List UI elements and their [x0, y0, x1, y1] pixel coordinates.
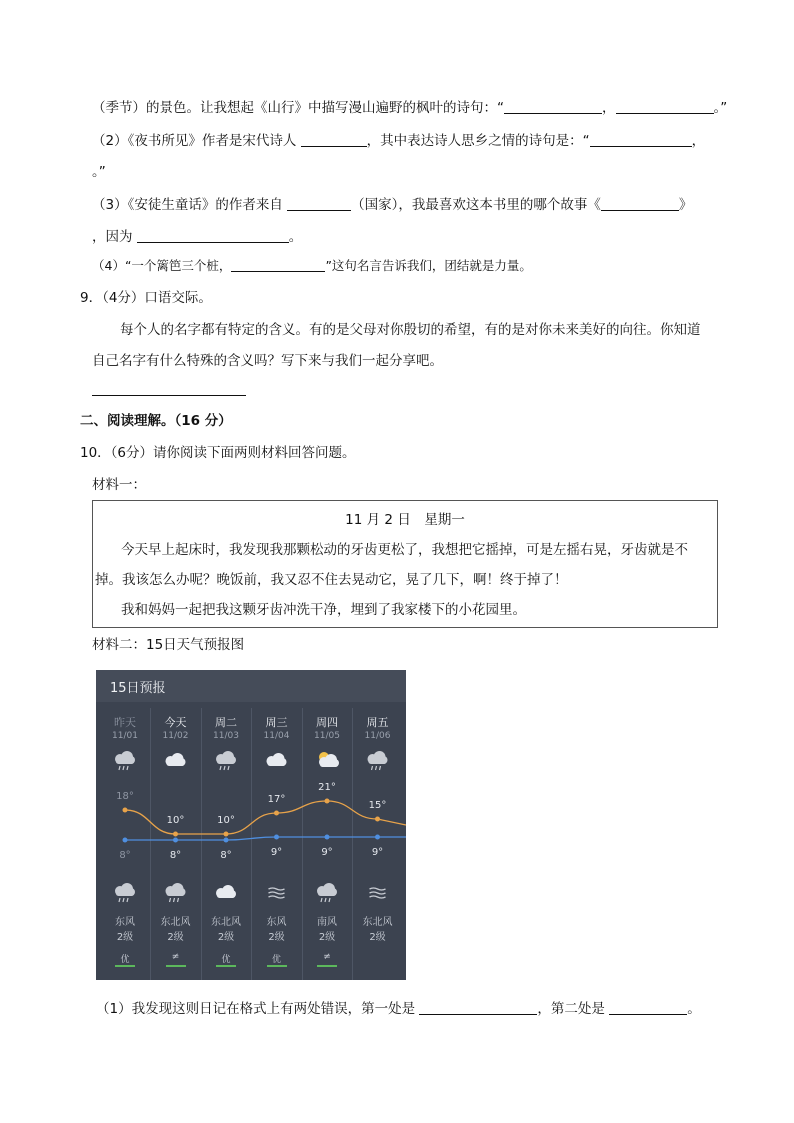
- low-temperature-label: 8°: [220, 850, 232, 861]
- comma: ，: [691, 133, 706, 149]
- low-temperature-point: [274, 835, 279, 840]
- question-9-paragraph-1: 每个人的名字都有特定的含义。有的是父母对你殷切的希望，有的是对你未来美好的向往。你知道: [120, 322, 701, 338]
- diary-paragraph-1b: 掉。我该怎么办呢？晚饭前，我又忍不住去晃动它，晃了几下，啊！终于掉了！: [95, 572, 568, 588]
- cloud-rain-icon: [166, 883, 186, 902]
- country-blank[interactable]: [287, 196, 351, 211]
- low-temperature-point: [325, 835, 330, 840]
- high-temperature-label: 17°: [267, 794, 286, 805]
- cloud-rain-icon: [368, 751, 388, 770]
- line-4: [92, 195, 692, 215]
- forecast-day-name: 周三: [265, 716, 288, 729]
- cloud-icon: [267, 753, 287, 766]
- material-1-label: 材料一：: [92, 477, 146, 493]
- line-5: [92, 227, 302, 247]
- cloud-rain-icon: [216, 751, 236, 770]
- wind-level: 2级: [116, 932, 134, 943]
- low-temperature-label: 8°: [119, 850, 131, 861]
- line-1: [92, 98, 727, 118]
- forecast-date: 11/02: [162, 731, 189, 741]
- cloud-rain-icon: [115, 883, 135, 902]
- comma: ，: [602, 100, 616, 116]
- forecast-date: 11/06: [364, 731, 391, 741]
- forecast-day-name: 周五: [366, 716, 389, 729]
- wind-level: 2级: [167, 932, 184, 943]
- poem-blank[interactable]: [590, 132, 692, 147]
- answer-blank[interactable]: [616, 99, 714, 114]
- line-6: [92, 256, 532, 276]
- low-temperature-point: [224, 838, 229, 843]
- cloud-rain-icon: [317, 883, 337, 902]
- high-temperature-label: 21°: [318, 782, 336, 793]
- low-temperature-label: 9°: [371, 847, 384, 858]
- answer-blank[interactable]: [504, 99, 602, 114]
- wind-level: 2级: [217, 932, 235, 943]
- wind-direction: 东风: [266, 917, 287, 928]
- cloud-rain-icon: [115, 751, 135, 770]
- reason-blank[interactable]: [137, 228, 289, 243]
- high-temperature-label: 10°: [166, 815, 185, 826]
- wind-direction: 东风: [115, 917, 135, 928]
- forecast-date: 11/04: [263, 731, 290, 741]
- question-9: 9．（4分）口语交际。: [80, 290, 212, 306]
- forecast-date: 11/03: [213, 731, 239, 741]
- temperature-chart: [96, 670, 406, 980]
- line-3-text: 。”: [92, 164, 106, 180]
- forecast-day-name: 昨天: [114, 716, 136, 729]
- high-temperature-label: 15°: [368, 800, 387, 811]
- high-temperature-label: 10°: [217, 815, 235, 826]
- q10-1-end: 。: [687, 1001, 701, 1017]
- wind-direction: 南风: [317, 917, 337, 928]
- wind-direction: 东北风: [362, 917, 393, 928]
- high-temperature-point: [123, 808, 128, 813]
- material-2-label: 材料二：15日天气预报图: [92, 637, 245, 653]
- line-5-text: ，因为: [92, 229, 133, 245]
- diary-date: 11 月 2 日 星期一: [345, 512, 465, 528]
- diary-box: [92, 500, 718, 628]
- line-1-text: （季节）的景色。让我想起《山行》中描写漫山遍野的枫叶的诗句：“: [92, 100, 504, 116]
- line-5-end: 。: [288, 229, 303, 245]
- cloud-icon: [166, 753, 186, 766]
- question-10: 10．（6分）请你阅读下面两则材料回答问题。: [80, 445, 356, 461]
- line-3: [92, 162, 106, 182]
- high-temperature-label: 18°: [116, 791, 134, 802]
- q10-1-text-b: ，第二处是: [537, 1001, 605, 1017]
- low-temperature-label: 9°: [270, 847, 283, 858]
- error-1-blank[interactable]: [419, 1000, 537, 1015]
- high-temperature-point: [173, 832, 178, 837]
- high-temperature-point: [325, 799, 330, 804]
- line-2-text-b: ，其中表达诗人思乡之情的诗句是：“: [366, 133, 590, 149]
- air-quality: ≠: [171, 952, 180, 962]
- error-2-blank[interactable]: [609, 1000, 687, 1015]
- question-9-paragraph-2: 自己名字有什么特殊的含义吗？写下来与我们一起分享吧。: [92, 353, 443, 369]
- low-temperature-label: 8°: [169, 850, 182, 861]
- line-end: 。”: [713, 100, 728, 116]
- air-quality: ≠: [323, 952, 331, 962]
- low-temperature-line: [125, 837, 406, 840]
- forecast-day-name: 周四: [316, 716, 338, 729]
- line-4-text: （3）《安徒生童话》的作者来自: [92, 197, 283, 213]
- section-2-heading: 二、阅读理解。（16 分）: [80, 413, 232, 429]
- forecast-date: 11/05: [314, 731, 340, 741]
- wind-direction: 东北风: [211, 917, 241, 928]
- forecast-date: 11/01: [112, 731, 138, 741]
- line-6-text-b: ”这句名言告诉我们，团结就是力量。: [325, 258, 532, 273]
- line-4-text-b: （国家），我最喜欢这本书里的哪个故事《: [351, 197, 601, 213]
- line-2: [92, 131, 705, 151]
- weather-forecast-image: [96, 670, 406, 980]
- answer-blank[interactable]: [92, 381, 246, 396]
- story-blank[interactable]: [601, 196, 679, 211]
- diary-paragraph-1a: 今天早上起床时，我发现我那颗松动的牙齿更松了，我想把它摇掉，可是左摇右晃，牙齿就是不: [121, 542, 688, 558]
- line-4-end: 》: [678, 197, 693, 213]
- wind-direction: 东北风: [160, 917, 191, 928]
- line-2-text: （2）《夜书所见》作者是宋代诗人: [92, 133, 297, 149]
- wind-level: 2级: [268, 932, 285, 943]
- wind-level: 2级: [318, 932, 336, 943]
- low-temperature-point: [375, 835, 380, 840]
- forecast-day-name: 今天: [164, 716, 187, 729]
- sun-cloud-icon: [319, 752, 339, 767]
- low-temperature-label: 9°: [321, 847, 333, 858]
- forecast-title: 15日预报: [110, 681, 166, 696]
- poet-blank[interactable]: [301, 132, 367, 147]
- diary-paragraph-2: 我和妈妈一起把我这颗牙齿冲洗干净，埋到了我家楼下的小花园里。: [121, 602, 526, 618]
- air-quality: 优: [271, 955, 281, 965]
- question-9-answer-line: [92, 380, 246, 400]
- line-6-text: （4）“一个篱笆三个桩，: [92, 258, 232, 273]
- high-temperature-point: [375, 817, 380, 822]
- low-temperature-point: [173, 838, 178, 843]
- q10-1-text: （1）我发现这则日记在格式上有两处错误，第一处是: [96, 1001, 416, 1017]
- wind-level: 2级: [369, 932, 386, 943]
- forecast-day-name: 周二: [215, 716, 237, 729]
- proverb-blank[interactable]: [231, 257, 325, 272]
- low-temperature-point: [123, 838, 128, 843]
- high-temperature-point: [274, 811, 279, 816]
- question-10-1: [96, 999, 701, 1019]
- haze-icon: [370, 888, 386, 898]
- cloud-icon: [216, 885, 236, 898]
- air-quality: 优: [221, 955, 231, 965]
- haze-icon: [269, 888, 285, 898]
- high-temperature-point: [224, 832, 229, 837]
- air-quality: 优: [120, 955, 130, 965]
